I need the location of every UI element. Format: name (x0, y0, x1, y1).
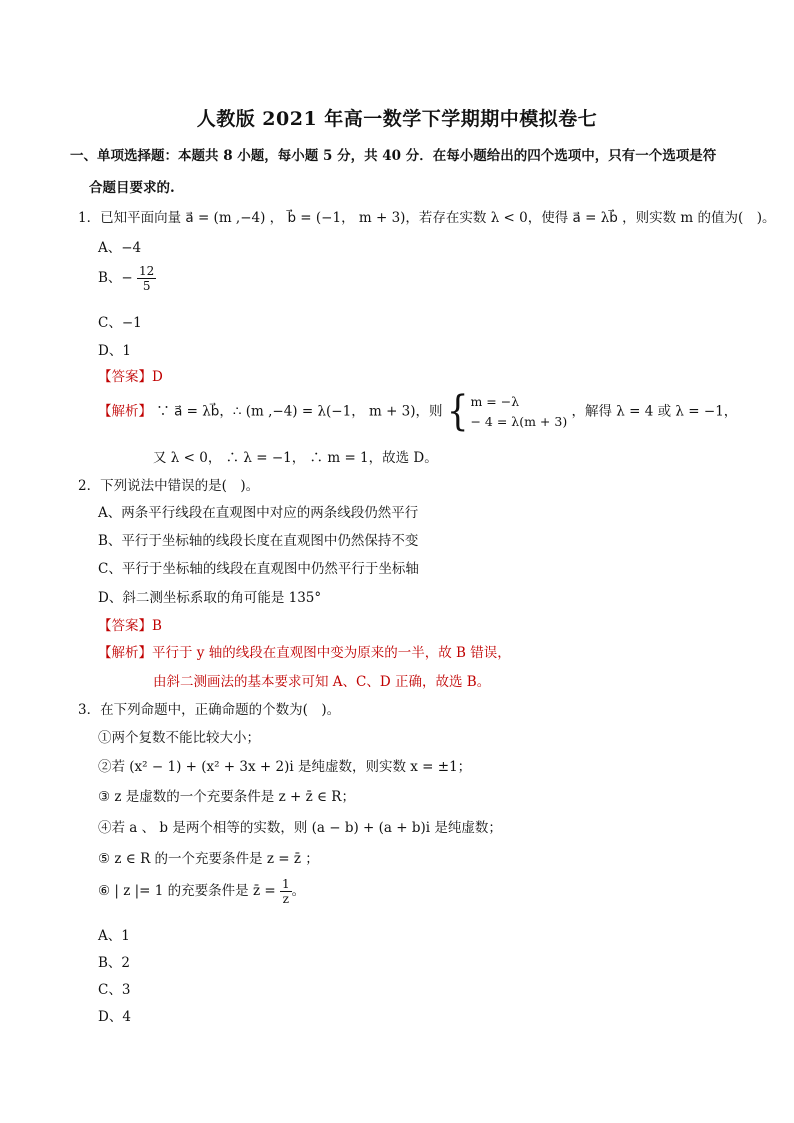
q2-analysis-tag: 【解析】 (98, 645, 152, 661)
system-brace: { (446, 388, 469, 436)
q1-option-b-denominator: 5 (142, 279, 151, 293)
q1-option-a: A、−4 (98, 240, 142, 256)
q2-analysis (98, 641, 511, 661)
q2-answer (98, 614, 162, 634)
q2-option-c: C、平行于坐标轴的线段在直观图中仍然平行于坐标轴 (98, 561, 419, 577)
q1-stem: 1．已知平面向量 a⃗ = (m ,−4) ， b⃗ = (−1， m + 3)，若存在实数 λ < 0，使得 a⃗ = λb⃗ ，则实数 m 的值为( )。 (78, 210, 776, 226)
q2-option-b: B、平行于坐标轴的线段长度在直观图中仍然保持不变 (98, 533, 419, 549)
q3-statement-2: ②若 (x² − 1) + (x² + 3x + 2)i 是纯虚数，则实数 x = ±1； (98, 759, 472, 775)
q3-option-d: D、4 (98, 1009, 131, 1025)
q3-statement-4: ④若 a 、 b 是两个相等的实数，则 (a − b) + (a + b)i 是纯虚数； (98, 820, 502, 836)
q1-analysis-part-a: ∵ a⃗ = λb⃗，∴ (m ,−4) = λ(−1， m + 3)，则 (156, 403, 443, 420)
q2-answer-value: B (152, 618, 162, 634)
q1-option-b-prefix: B、− (98, 270, 133, 286)
q1-analysis-tag: 【解析】 (98, 403, 152, 420)
page-title: 人教版 2021 年高一数学下学期期中模拟卷七 (196, 108, 598, 130)
q3-statement-6-suffix: 。 (291, 883, 306, 899)
q3-statement-1: ①两个复数不能比较大小； (98, 730, 260, 746)
q1-equation-system (470, 392, 567, 432)
section-instructions-line1: 一、单项选择题：本题共 8 小题，每小题 5 分，共 40 分．在每小题给出的四个选项中，只有一个选项是符 (70, 148, 717, 164)
q1-option-c: C、−1 (98, 315, 142, 331)
q2-option-d: D、斜二测坐标系取的角可能是 135° (98, 590, 322, 606)
q2-analysis-part-b: 由斜二测画法的基本要求可知 A、C、D 正确，故选 B。 (153, 674, 491, 690)
q1-answer-value: D (152, 369, 163, 385)
q1-system-eq2: − 4 = λ(m + 3) (470, 414, 568, 429)
q2-answer-tag: 【答案】 (98, 618, 152, 634)
q3-option-a: A、1 (98, 928, 130, 944)
q1-analysis (98, 388, 738, 436)
q3-statement-6-fraction (280, 877, 292, 906)
q3-statement-6-denominator: z (282, 892, 289, 906)
q2-option-a: A、两条平行线段在直观图中对应的两条线段仍然平行 (98, 505, 419, 521)
q3-statement-6-numerator: 1 (281, 877, 290, 891)
q1-system-eq1: m = −λ (470, 394, 520, 409)
q1-option-b (98, 264, 156, 293)
q1-option-d: D、1 (98, 343, 131, 359)
q3-statement-6-prefix: ⑥ | z |= 1 的充要条件是 z̄ = (98, 883, 276, 899)
q1-analysis-part-b: ，解得 λ = 4 或 λ = −1， (571, 403, 738, 420)
q1-option-b-fraction (137, 264, 156, 293)
q2-stem: 2．下列说法中错误的是( )。 (78, 478, 260, 494)
q1-answer (98, 365, 163, 385)
q3-option-c: C、3 (98, 982, 131, 998)
q1-answer-tag: 【答案】 (98, 369, 152, 385)
q2-analysis-part-a: 平行于 y 轴的线段在直观图中变为原来的一半，故 B 错误， (152, 645, 511, 661)
q3-statement-5: ⑤ z ∈ R 的一个充要条件是 z = z̄ ； (98, 851, 319, 867)
q3-statement-6 (98, 877, 305, 906)
q3-option-b: B、2 (98, 955, 131, 971)
q3-stem: 3．在下列命题中，正确命题的个数为( )。 (78, 702, 341, 718)
q1-option-b-numerator: 12 (139, 264, 155, 278)
q1-analysis-part-c: 又 λ < 0， ∴ λ = −1， ∴ m = 1，故选 D。 (153, 450, 438, 466)
q3-statement-3: ③ z 是虚数的一个充要条件是 z + z̄ ∈ R； (98, 789, 355, 805)
section-instructions-line2: 合题目要求的. (89, 180, 175, 196)
